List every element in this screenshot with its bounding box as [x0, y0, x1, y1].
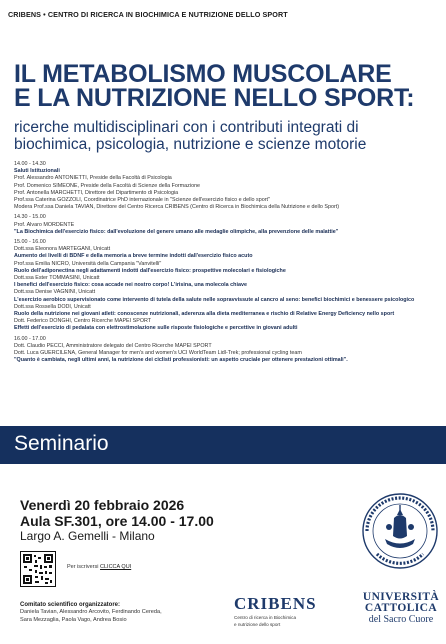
subtitle: [14, 119, 440, 153]
program-time: 14.30 - 15.00: [14, 214, 46, 221]
header-line: [8, 10, 288, 19]
event-date: Venerdì 20 febbraio 2026: [20, 497, 185, 513]
program-block: [14, 239, 442, 333]
main-title-line-1: IL METABOLISMO MUSCOLARE: [14, 60, 392, 88]
university-name-line-3: del Sacro Cuore: [368, 614, 434, 625]
register-link[interactable]: CLICCA QUI: [100, 564, 132, 570]
program-block: [14, 214, 442, 236]
talk-title: Ruolo dell'adiponectina negli adattamenti indotti dall'esercizio fisico: prospettive molecolari e fisiologiche: [14, 267, 286, 274]
register-prefix: Per iscriversi: [67, 564, 101, 570]
talk-title: "La Biochimica dell'esercizio fisico: dall'evoluzione del genere umano alle medaglie olimpiche, alla prevenzione delle malattie": [14, 228, 339, 235]
program-schedule: [14, 161, 442, 367]
speaker-line: Dott.ssa Rossella DODI, Unicatt: [14, 303, 91, 310]
speaker-line: Dott.ssa Eleonora MARTEGANI, Unicatt: [14, 246, 111, 253]
main-title-line-2: E LA NUTRIZIONE NELLO SPORT:: [14, 84, 415, 112]
talk-title: Ruolo della nutrizione nei giovani atleti: conoscenze nutrizionali, aderenza alla dieta mediterranea e rischio di Relative Energy Deficiency nello sport: [14, 311, 395, 318]
speaker-line: Dott.ssa Denise VAGNINI, Unicatt: [14, 289, 96, 296]
main-title: [14, 62, 444, 110]
program-block: [14, 336, 442, 365]
subtitle-line-1: ricerche multidisciplinari con i contributi integrati di: [14, 119, 359, 136]
speaker-line: Dott. Luca GUERCILENA, General Manager for men's and women's UCI WorldTeam Lidl-Trek; professional cycling team: [14, 350, 302, 357]
program-block: [14, 161, 442, 211]
program-time: 16.00 - 17.00: [14, 335, 46, 342]
cribens-logo-sub-2: e nutrizione dello sport: [234, 621, 281, 627]
talk-title: "Quanto è cambiata, negli ultimi anni, la nutrizione dei ciclisti professionisti: un aspetto cruciale per ottenere prestazioni ottimali".: [14, 357, 348, 364]
speaker-line: Dott. Claudio PECCI, Amministratore delegato del Centro Ricerche MAPEI SPORT: [14, 342, 212, 349]
organizing-committee: [20, 601, 220, 624]
committee-line-1: Daniela Tavian, Alessandro Arcovito, Ferdinando Cereda,: [20, 609, 162, 615]
event-place: Largo A. Gemelli - Milano: [20, 529, 155, 543]
register-text: [67, 564, 131, 570]
speaker-line: Prof. Alessandro ANTONIETTI, Preside della Facoltà di Psicologia: [14, 175, 172, 182]
speaker-line: Prof. Alvaro MORDENTE: [14, 221, 75, 228]
university-name-line-2: CATTOLICA: [364, 602, 438, 614]
committee-title: Comitato scientifico organizzatore:: [20, 602, 121, 608]
speaker-line: Prof. Domenico SIMEONE, Preside della Facoltà di Scienze della Formazione: [14, 182, 201, 189]
header-center-name: CENTRO DI RICERCA IN BIOCHIMICA E NUTRIZIONE DELLO SPORT: [47, 10, 288, 19]
university-name: [356, 592, 446, 625]
speaker-line: Prof.ssa Emilia NICRO, Università della Campania "Vanvitelli": [14, 260, 162, 267]
seminar-title: Seminario: [14, 432, 109, 455]
program-time: 14.00 - 14.30: [14, 161, 46, 167]
speaker-line: Dott.ssa Ester TOMMASINI, Unicatt: [14, 275, 100, 282]
program-time: 15.00 - 16.00: [14, 239, 46, 246]
event-room-time: Aula SF.301, ore 14.00 - 17.00: [20, 513, 214, 529]
talk-title: Saluti Istituzionali: [14, 168, 60, 175]
header-bullet: •: [43, 10, 48, 19]
speaker-line: Dott. Federico DONGHI, Centro Ricerche MAPEI SPORT: [14, 318, 152, 325]
cribens-logo: [234, 594, 317, 627]
cribens-logo-sub-1: Centro di ricerca in Biochimica: [234, 615, 297, 620]
talk-title: L'esercizio aerobico supervisionato come intervento di tutela della salute nelle sopravvissute al cancro al seno: benefici biochimici e benessere psicologico: [14, 296, 415, 303]
qr-code[interactable]: [20, 551, 56, 587]
talk-title: I benefici dell'esercizio fisico: cosa accade nei nostro corpo! L'irisina, una molecola chiave: [14, 282, 247, 289]
committee-line-2: Sara Mezzaglia, Paola Vago, Andrea Bosio: [20, 616, 127, 623]
qr-code-graphic: [21, 552, 55, 586]
talk-title: Aumento dei livelli di BDNF e della memoria a breve termine indotti dall'esercizio fisico acuto: [14, 253, 253, 260]
speaker-line: Prof. Antonella MARCHETTI, Direttore del Dipartimento di Psicologia: [14, 189, 179, 196]
cribens-logo-name: CRIBENS: [234, 594, 317, 613]
header-org: CRIBENS: [8, 10, 42, 19]
speaker-line: Prof.ssa Caterina GOZZOLI, Coordinatrice PhD internazionale in "Scienze dell'esercizio fisico e dello sport": [14, 197, 270, 204]
talk-title: Effetti dell'esercizio di pedalata con elettrostimolazione sulle risposte fisiologiche e percettive in giovani adulti: [14, 325, 298, 332]
subtitle-line-2: biochimica, psicologia, nutrizione e scienze motorie: [14, 136, 367, 153]
seminar-band: [0, 426, 446, 464]
university-name-line-1: UNIVERSITÀ: [362, 591, 440, 603]
speaker-line: Modera Prof.ssa Daniela TAVIAN, Direttore del Centro Ricerca CRIBENS (Centro di Ricerca in Biochimica della Nutrizione e dello Sport): [14, 204, 340, 211]
university-seal-icon: [361, 492, 439, 570]
